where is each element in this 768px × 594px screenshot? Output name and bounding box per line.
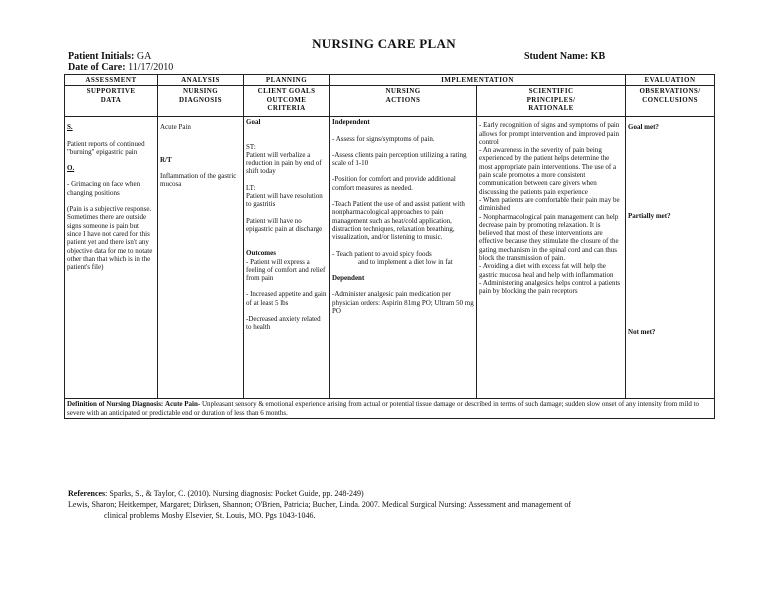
subheader-client-goals [244, 86, 330, 117]
subheader-text: PRINCIPLES/ [526, 95, 576, 104]
rationale-1: - Early recognition of signs and symptoms of pain allows for prompt intervention and improved pain control [479, 121, 620, 146]
objective-note: (Pain is a subjective response. Sometimes there are outside signs someone is pain but since I have not cared for this patient yet and there isn't any objective data for me to notate other than that which is in the patient's file) [67, 205, 153, 272]
section-analysis: ANALYSIS [158, 75, 244, 86]
references [68, 488, 728, 521]
patient-initials-label: Patient Initials: [68, 51, 135, 62]
long-term-label: LT: [246, 183, 256, 192]
action-6: -Administer analgesic pain medication per physician orders: Aspirin 81mg PO; Ultram 50 mg PO [332, 290, 474, 316]
subjective-label: S. [67, 123, 73, 132]
action-5: - Teach patient to avoid spicy foods [332, 249, 432, 258]
subheader-text: OUTCOME [266, 95, 307, 104]
subheader-supportive-data [65, 86, 158, 117]
subheader-observations [626, 86, 715, 117]
section-planning: PLANNING [244, 75, 330, 86]
subheader-text: CLIENT GOALS [257, 87, 316, 96]
goal-partially-met: Partially met? [628, 211, 671, 220]
content-row [65, 117, 715, 399]
rationale-3: - When patients are comfortable their pain may be diminished [479, 195, 620, 213]
subheader-scientific-principles [477, 86, 626, 117]
rationale-cell [477, 117, 626, 399]
definition-term: Acute Pain- [165, 400, 201, 409]
student-name-value: KB [590, 51, 606, 62]
date-of-care-label: Date of Care: [68, 62, 126, 73]
subheader-text: SCIENTIFIC [528, 87, 574, 96]
short-term-label: ST: [246, 142, 256, 151]
subheader-text: CONCLUSIONS [642, 95, 698, 104]
date-of-care-value: 11/17/2010 [128, 62, 174, 73]
goal-not-met: Not met? [628, 327, 656, 336]
long-term-goal-2: Patient will have no epigastric pain at discharge [246, 216, 323, 233]
action-4: -Teach Patient the use of and assist patient with nonpharmacological approaches to pain management such as heat/cold application, distraction techniques, relaxation breathing, visualization, and/or listening to music. [332, 200, 465, 242]
subheader-text: SUPPORTIVE [86, 87, 136, 96]
action-2: -Assess clients pain perception utilizing a rating scale of 1-10 [332, 150, 467, 168]
action-1: - Assess for signs/symptoms of pain. [332, 134, 435, 143]
dependent-label: Dependent [332, 274, 365, 283]
section-implementation: IMPLEMENTATION [330, 75, 626, 86]
reference-1-text: : Sparks, S., & Taylor, C. (2010). Nursing diagnosis: Pocket Guide, pp. 248-249) [105, 489, 364, 498]
actions-cell [330, 117, 477, 399]
definition-label: Definition of Nursing Diagnosis: [67, 400, 164, 409]
reference-1 [68, 488, 728, 499]
short-term-goal: Patient will verbalize a reduction in pain by end of shift today [246, 150, 322, 176]
long-term-goal-1: Patient will have resolution to gastritis [246, 192, 323, 209]
goal-label: Goal [246, 118, 261, 127]
rationale-2: - An awareness in the severity of pain being experienced by the patient helps determine the most appropriate pain interventions. The use of a pain scale promotes a more consistent communication between care givers when discussing the patients pain experience [479, 146, 617, 196]
section-evaluation: EVALUATION [626, 75, 715, 86]
section-assessment: ASSESSMENT [65, 75, 158, 86]
subheader-nursing-actions [330, 86, 477, 117]
subheader-row [65, 86, 715, 117]
rationale-6: - Administering analgesics helps control a patients pain by blocking the pain receptors [479, 278, 621, 296]
references-label: References [68, 489, 106, 498]
definition-cell [65, 399, 715, 419]
student-name [524, 51, 605, 62]
goal-met: Goal met? [628, 123, 659, 132]
outcome-3: -Decreased anxiety related to health [246, 315, 321, 332]
rationale-5: - Avoiding a diet with excess fat will help the gastric mucosa heal and help with inflammation [479, 262, 614, 279]
patient-initials [68, 51, 151, 62]
subjective-text: Patient reports of continued "burning" epigastric pain [67, 139, 145, 156]
subheader-text: NURSING [385, 87, 421, 96]
subheader-text: NURSING [182, 87, 219, 96]
outcome-2: - Increased appetite and gain of at least 5 lbs [246, 290, 327, 307]
assessment-cell [65, 117, 158, 399]
date-of-care [68, 62, 173, 73]
evaluation-cell [626, 117, 715, 399]
nursing-diagnosis: Acute Pain [160, 123, 191, 132]
related-to-text: Inflammation of the gastric mucosa [160, 171, 237, 189]
section-header-row [65, 75, 715, 86]
subheader-text: OBSERVATIONS/ [639, 87, 701, 96]
student-name-label: Student Name: [524, 51, 589, 62]
subheader-text: RATIONALE [528, 103, 574, 112]
independent-label: Independent [332, 118, 370, 127]
planning-cell [244, 117, 330, 399]
action-5-cont: and to implement a diet low in fat [358, 257, 453, 266]
definition-row [65, 399, 715, 419]
outcome-1: - Patient will express a feeling of comfort and relief from pain [246, 257, 326, 283]
patient-initials-value: GA [136, 51, 152, 62]
subheader-nursing-diagnosis [158, 86, 244, 117]
outcomes-label: Outcomes [246, 249, 276, 258]
subheader-text: DIAGNOSIS [179, 95, 222, 104]
action-3: -Position for comfort and provide additional comfort measures as needed. [332, 175, 456, 192]
definition-text: Unpleasant sensory & emotional experience arising from actual or potential tissue damage or described in terms of such damage; sudden slow onset of any intensity from mild to severe with an anticipated or predictable end or duration of less than 6 months. [67, 400, 700, 417]
analysis-cell [158, 117, 244, 399]
page-title: NURSING CARE PLAN [312, 36, 456, 51]
related-to-label: R/T [160, 155, 172, 164]
rationale-4: - Nonpharmacological pain management can help decrease pain by promoting relaxation. It is believed that most of these interventions are effective because they stimulate the closure of the gating mechanism in the spinal cord and can thus block the transmission of pain. [479, 212, 619, 263]
reference-2-cont: clinical problems Mosby Elsevier, St. Louis, MO. Pgs 1043-1046. [104, 511, 316, 520]
subheader-text: DATA [100, 95, 122, 104]
objective-text: - Grimacing on face when changing positions [67, 180, 141, 197]
care-plan-table [64, 74, 715, 419]
subheader-text: CRITERIA [267, 103, 306, 112]
objective-label: O. [67, 164, 75, 173]
subheader-text: ACTIONS [385, 95, 421, 104]
reference-2: Lewis, Sharon; Heitkemper, Margaret; Dirksen, Shannon; O'Brien, Patricia; Bucher, Linda. 2007. Medical Surgical Nursing: Assessment and management of [68, 500, 572, 509]
